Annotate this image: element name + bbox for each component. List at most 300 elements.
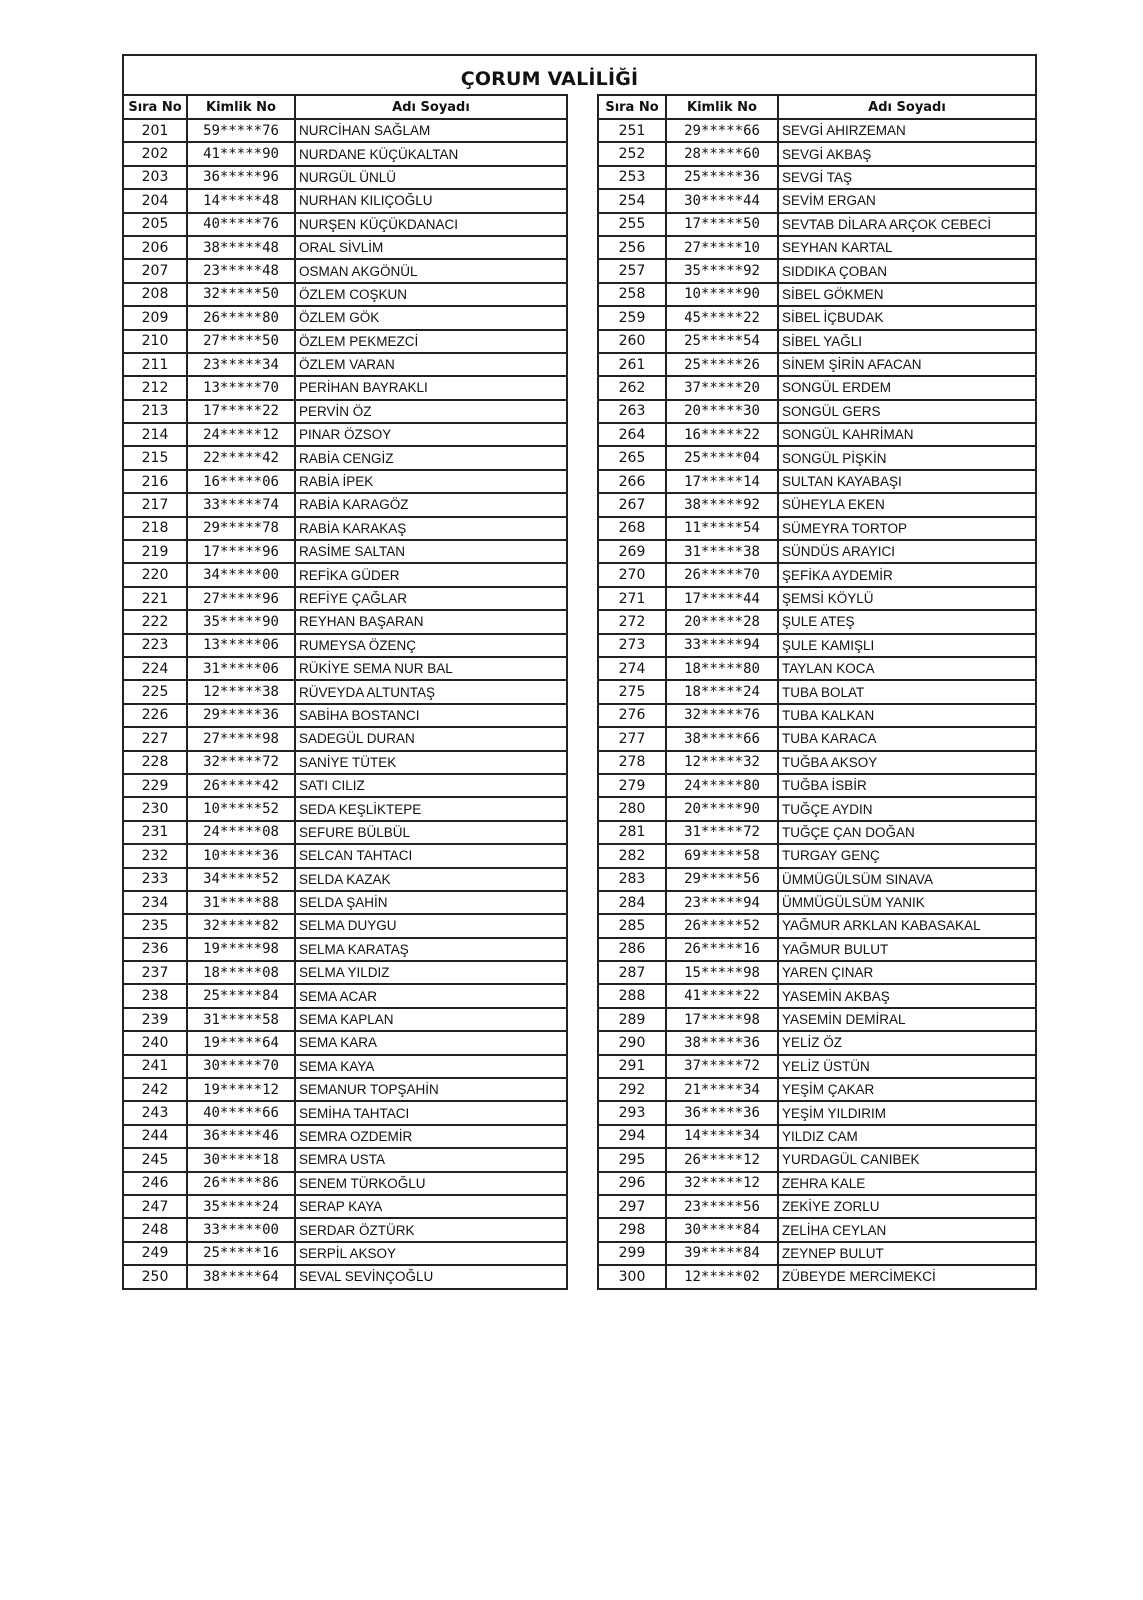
row-sira-no: 299 (598, 1242, 666, 1265)
row-sira-no: 297 (598, 1195, 666, 1218)
table-row (598, 353, 1036, 376)
table-row (598, 844, 1036, 867)
row-sira-no: 284 (598, 891, 666, 914)
row-kimlik-no: 17*****22 (187, 400, 295, 423)
row-adi-soyadi: ÜMMÜGÜLSÜM SINAVA (778, 868, 1036, 891)
row-sira-no: 276 (598, 704, 666, 727)
row-adi-soyadi: SEVGİ AHIRZEMAN (778, 119, 1036, 142)
row-adi-soyadi: NURCİHAN SAĞLAM (295, 119, 567, 142)
row-sira-no: 219 (123, 540, 187, 563)
row-sira-no: 261 (598, 353, 666, 376)
row-kimlik-no: 20*****90 (666, 797, 778, 820)
row-sira-no: 262 (598, 376, 666, 399)
row-kimlik-no: 32*****50 (187, 283, 295, 306)
row-sira-no: 260 (598, 330, 666, 353)
header-adi-soyadi: Adı Soyadı (778, 95, 1036, 119)
row-sira-no: 213 (123, 400, 187, 423)
row-kimlik-no: 10*****90 (666, 283, 778, 306)
row-sira-no: 264 (598, 423, 666, 446)
document-sheet (122, 54, 1037, 1290)
row-kimlik-no: 30*****18 (187, 1148, 295, 1171)
row-sira-no: 279 (598, 774, 666, 797)
table-row (598, 306, 1036, 329)
table-row (598, 751, 1036, 774)
row-adi-soyadi: SEVAL SEVİNÇOĞLU (295, 1265, 567, 1288)
row-kimlik-no: 28*****60 (666, 142, 778, 165)
row-adi-soyadi: SONGÜL GERS (778, 400, 1036, 423)
row-sira-no: 266 (598, 470, 666, 493)
row-sira-no: 207 (123, 259, 187, 282)
row-sira-no: 231 (123, 821, 187, 844)
row-kimlik-no: 38*****92 (666, 493, 778, 516)
row-adi-soyadi: SEVİM ERGAN (778, 189, 1036, 212)
row-kimlik-no: 26*****16 (666, 938, 778, 961)
row-adi-soyadi: YURDAGÜL CANIBEK (778, 1148, 1036, 1171)
row-adi-soyadi: SATI CILIZ (295, 774, 567, 797)
row-kimlik-no: 29*****66 (666, 119, 778, 142)
row-sira-no: 223 (123, 634, 187, 657)
row-adi-soyadi: SİBEL GÖKMEN (778, 283, 1036, 306)
row-sira-no: 282 (598, 844, 666, 867)
table-row (123, 376, 567, 399)
row-adi-soyadi: SEVGİ AKBAŞ (778, 142, 1036, 165)
row-kimlik-no: 11*****54 (666, 517, 778, 540)
table-row (598, 984, 1036, 1007)
row-adi-soyadi: RÜKİYE SEMA NUR BAL (295, 657, 567, 680)
row-adi-soyadi: RUMEYSA ÖZENÇ (295, 634, 567, 657)
row-adi-soyadi: SİNEM ŞİRİN AFACAN (778, 353, 1036, 376)
row-sira-no: 245 (123, 1148, 187, 1171)
table-row (598, 330, 1036, 353)
table-row (598, 634, 1036, 657)
row-adi-soyadi: ÖZLEM GÖK (295, 306, 567, 329)
row-kimlik-no: 35*****90 (187, 610, 295, 633)
row-sira-no: 236 (123, 938, 187, 961)
row-adi-soyadi: YILDIZ CAM (778, 1125, 1036, 1148)
row-sira-no: 254 (598, 189, 666, 212)
row-kimlik-no: 13*****06 (187, 634, 295, 657)
row-sira-no: 237 (123, 961, 187, 984)
row-sira-no: 234 (123, 891, 187, 914)
row-kimlik-no: 18*****24 (666, 680, 778, 703)
row-adi-soyadi: SANİYE TÜTEK (295, 751, 567, 774)
row-adi-soyadi: TUBA KALKAN (778, 704, 1036, 727)
row-sira-no: 238 (123, 984, 187, 1007)
table-row (598, 891, 1036, 914)
row-kimlik-no: 19*****64 (187, 1031, 295, 1054)
row-sira-no: 271 (598, 587, 666, 610)
row-adi-soyadi: SELMA DUYGU (295, 914, 567, 937)
row-adi-soyadi: SEMRA OZDEMİR (295, 1125, 567, 1148)
table-row (123, 423, 567, 446)
row-adi-soyadi: ŞEFİKA AYDEMİR (778, 563, 1036, 586)
header-sira-no: Sıra No (123, 95, 187, 119)
row-kimlik-no: 33*****94 (666, 634, 778, 657)
row-adi-soyadi: ZELİHA CEYLAN (778, 1218, 1036, 1241)
table-row (598, 657, 1036, 680)
table-row (598, 470, 1036, 493)
row-adi-soyadi: SİBEL YAĞLI (778, 330, 1036, 353)
row-sira-no: 230 (123, 797, 187, 820)
table-row (123, 1148, 567, 1171)
row-adi-soyadi: ZEKİYE ZORLU (778, 1195, 1036, 1218)
row-kimlik-no: 26*****86 (187, 1172, 295, 1195)
table-row (123, 1242, 567, 1265)
table-row (123, 213, 567, 236)
table-row (598, 189, 1036, 212)
row-kimlik-no: 36*****96 (187, 166, 295, 189)
row-kimlik-no: 15*****98 (666, 961, 778, 984)
row-sira-no: 257 (598, 259, 666, 282)
table-row (598, 1218, 1036, 1241)
table-row (598, 914, 1036, 937)
table-row (123, 891, 567, 914)
row-adi-soyadi: RÜVEYDA ALTUNTAŞ (295, 680, 567, 703)
row-sira-no: 252 (598, 142, 666, 165)
table-row (598, 1242, 1036, 1265)
row-sira-no: 206 (123, 236, 187, 259)
row-adi-soyadi: YAĞMUR ARKLAN KABASAKAL (778, 914, 1036, 937)
title-row (122, 54, 1037, 94)
row-adi-soyadi: ZEYNEP BULUT (778, 1242, 1036, 1265)
right-table (597, 94, 1037, 1290)
row-kimlik-no: 32*****12 (666, 1172, 778, 1195)
row-sira-no: 292 (598, 1078, 666, 1101)
row-sira-no: 205 (123, 213, 187, 236)
table-row (123, 1031, 567, 1054)
row-adi-soyadi: SELMA KARATAŞ (295, 938, 567, 961)
row-sira-no: 233 (123, 868, 187, 891)
row-kimlik-no: 10*****52 (187, 797, 295, 820)
row-adi-soyadi: SENEM TÜRKOĞLU (295, 1172, 567, 1195)
row-adi-soyadi: SEVGİ TAŞ (778, 166, 1036, 189)
table-row (123, 821, 567, 844)
row-kimlik-no: 14*****48 (187, 189, 295, 212)
row-kimlik-no: 31*****06 (187, 657, 295, 680)
row-kimlik-no: 40*****66 (187, 1101, 295, 1124)
row-adi-soyadi: ŞEMSİ KÖYLÜ (778, 587, 1036, 610)
table-row (123, 470, 567, 493)
row-kimlik-no: 26*****70 (666, 563, 778, 586)
row-adi-soyadi: YAREN ÇINAR (778, 961, 1036, 984)
row-kimlik-no: 34*****52 (187, 868, 295, 891)
table-row (598, 1101, 1036, 1124)
right-header-row (598, 95, 1036, 119)
row-kimlik-no: 23*****56 (666, 1195, 778, 1218)
row-sira-no: 201 (123, 119, 187, 142)
row-sira-no: 227 (123, 727, 187, 750)
row-kimlik-no: 23*****94 (666, 891, 778, 914)
row-kimlik-no: 26*****80 (187, 306, 295, 329)
table-row (123, 961, 567, 984)
row-adi-soyadi: SERPİL AKSOY (295, 1242, 567, 1265)
table-row (123, 1125, 567, 1148)
table-row (123, 1172, 567, 1195)
row-kimlik-no: 26*****12 (666, 1148, 778, 1171)
row-kimlik-no: 19*****98 (187, 938, 295, 961)
row-kimlik-no: 19*****12 (187, 1078, 295, 1101)
table-row (123, 142, 567, 165)
row-adi-soyadi: RABİA İPEK (295, 470, 567, 493)
row-adi-soyadi: YAĞMUR BULUT (778, 938, 1036, 961)
row-sira-no: 250 (123, 1265, 187, 1288)
row-adi-soyadi: OSMAN AKGÖNÜL (295, 259, 567, 282)
table-row (598, 704, 1036, 727)
row-kimlik-no: 23*****34 (187, 353, 295, 376)
table-row (598, 1265, 1036, 1288)
row-kimlik-no: 31*****58 (187, 1008, 295, 1031)
row-adi-soyadi: TUBA BOLAT (778, 680, 1036, 703)
row-adi-soyadi: TUĞBA AKSOY (778, 751, 1036, 774)
row-adi-soyadi: SELDA ŞAHİN (295, 891, 567, 914)
row-sira-no: 222 (123, 610, 187, 633)
table-row (123, 797, 567, 820)
row-adi-soyadi: SELDA KAZAK (295, 868, 567, 891)
row-kimlik-no: 38*****36 (666, 1031, 778, 1054)
page-title: ÇORUM VALİLİĞİ (460, 68, 639, 90)
table-row (598, 400, 1036, 423)
table-row (123, 727, 567, 750)
row-kimlik-no: 25*****26 (666, 353, 778, 376)
table-row (598, 259, 1036, 282)
table-row (598, 213, 1036, 236)
row-kimlik-no: 30*****44 (666, 189, 778, 212)
table-row (123, 1055, 567, 1078)
row-sira-no: 228 (123, 751, 187, 774)
row-adi-soyadi: NURŞEN KÜÇÜKDANACI (295, 213, 567, 236)
table-row (123, 283, 567, 306)
table-row (598, 1031, 1036, 1054)
row-adi-soyadi: SABİHA BOSTANCI (295, 704, 567, 727)
table-row (123, 680, 567, 703)
row-kimlik-no: 37*****20 (666, 376, 778, 399)
row-kimlik-no: 24*****12 (187, 423, 295, 446)
row-adi-soyadi: SÜNDÜS ARAYICI (778, 540, 1036, 563)
table-row (123, 704, 567, 727)
row-adi-soyadi: REFİKA GÜDER (295, 563, 567, 586)
row-kimlik-no: 27*****98 (187, 727, 295, 750)
row-sira-no: 287 (598, 961, 666, 984)
table-row (123, 540, 567, 563)
row-sira-no: 212 (123, 376, 187, 399)
table-row (123, 1195, 567, 1218)
table-row (123, 259, 567, 282)
row-adi-soyadi: SEDA KEŞLİKTEPE (295, 797, 567, 820)
table-row (123, 774, 567, 797)
row-adi-soyadi: ÖZLEM COŞKUN (295, 283, 567, 306)
row-sira-no: 270 (598, 563, 666, 586)
row-adi-soyadi: ÖZLEM PEKMEZCİ (295, 330, 567, 353)
row-sira-no: 247 (123, 1195, 187, 1218)
table-row (123, 493, 567, 516)
row-kimlik-no: 17*****44 (666, 587, 778, 610)
row-adi-soyadi: SERAP KAYA (295, 1195, 567, 1218)
table-row (123, 119, 567, 142)
row-adi-soyadi: ZEHRA KALE (778, 1172, 1036, 1195)
row-sira-no: 269 (598, 540, 666, 563)
row-sira-no: 209 (123, 306, 187, 329)
row-adi-soyadi: PERVİN ÖZ (295, 400, 567, 423)
table-row (598, 680, 1036, 703)
row-sira-no: 283 (598, 868, 666, 891)
row-adi-soyadi: ZÜBEYDE MERCİMEKCİ (778, 1265, 1036, 1288)
row-kimlik-no: 17*****96 (187, 540, 295, 563)
table-row (123, 844, 567, 867)
table-row (598, 493, 1036, 516)
row-adi-soyadi: SONGÜL PİŞKİN (778, 446, 1036, 469)
row-kimlik-no: 27*****50 (187, 330, 295, 353)
row-sira-no: 224 (123, 657, 187, 680)
table-row (598, 610, 1036, 633)
row-adi-soyadi: SEVTAB DİLARA ARÇOK CEBECİ (778, 213, 1036, 236)
row-sira-no: 255 (598, 213, 666, 236)
row-kimlik-no: 12*****02 (666, 1265, 778, 1288)
table-row (598, 446, 1036, 469)
row-kimlik-no: 14*****34 (666, 1125, 778, 1148)
row-adi-soyadi: PERİHAN BAYRAKLI (295, 376, 567, 399)
row-sira-no: 295 (598, 1148, 666, 1171)
row-sira-no: 242 (123, 1078, 187, 1101)
row-kimlik-no: 32*****72 (187, 751, 295, 774)
row-adi-soyadi: TUBA KARACA (778, 727, 1036, 750)
row-sira-no: 253 (598, 166, 666, 189)
row-kimlik-no: 36*****36 (666, 1101, 778, 1124)
table-row (123, 868, 567, 891)
table-row (598, 868, 1036, 891)
row-adi-soyadi: ÖZLEM VARAN (295, 353, 567, 376)
row-kimlik-no: 32*****76 (666, 704, 778, 727)
table-row (598, 517, 1036, 540)
row-adi-soyadi: SEMA KAPLAN (295, 1008, 567, 1031)
row-kimlik-no: 31*****88 (187, 891, 295, 914)
row-kimlik-no: 38*****48 (187, 236, 295, 259)
table-row (123, 1078, 567, 1101)
row-sira-no: 203 (123, 166, 187, 189)
row-kimlik-no: 17*****98 (666, 1008, 778, 1031)
row-kimlik-no: 29*****36 (187, 704, 295, 727)
row-kimlik-no: 27*****96 (187, 587, 295, 610)
row-sira-no: 267 (598, 493, 666, 516)
row-kimlik-no: 26*****52 (666, 914, 778, 937)
row-kimlik-no: 33*****74 (187, 493, 295, 516)
row-adi-soyadi: YEŞİM YILDIRIM (778, 1101, 1036, 1124)
row-kimlik-no: 25*****84 (187, 984, 295, 1007)
row-adi-soyadi: RABİA KARAGÖZ (295, 493, 567, 516)
row-sira-no: 246 (123, 1172, 187, 1195)
row-adi-soyadi: NURGÜL ÜNLÜ (295, 166, 567, 189)
row-kimlik-no: 45*****22 (666, 306, 778, 329)
row-sira-no: 220 (123, 563, 187, 586)
table-row (123, 657, 567, 680)
row-kimlik-no: 38*****66 (666, 727, 778, 750)
row-sira-no: 288 (598, 984, 666, 1007)
row-kimlik-no: 13*****70 (187, 376, 295, 399)
table-row (123, 587, 567, 610)
row-sira-no: 214 (123, 423, 187, 446)
left-header-row (123, 95, 567, 119)
row-kimlik-no: 24*****08 (187, 821, 295, 844)
row-adi-soyadi: SELCAN TAHTACI (295, 844, 567, 867)
row-kimlik-no: 25*****54 (666, 330, 778, 353)
row-sira-no: 291 (598, 1055, 666, 1078)
table-row (598, 1172, 1036, 1195)
row-adi-soyadi: SÜHEYLA EKEN (778, 493, 1036, 516)
row-sira-no: 272 (598, 610, 666, 633)
row-kimlik-no: 34*****00 (187, 563, 295, 586)
row-adi-soyadi: REFİYE ÇAĞLAR (295, 587, 567, 610)
row-kimlik-no: 16*****06 (187, 470, 295, 493)
table-row (123, 1218, 567, 1241)
row-kimlik-no: 12*****38 (187, 680, 295, 703)
table-row (598, 1195, 1036, 1218)
row-adi-soyadi: RABİA KARAKAŞ (295, 517, 567, 540)
row-kimlik-no: 25*****16 (187, 1242, 295, 1265)
row-sira-no: 258 (598, 283, 666, 306)
row-kimlik-no: 33*****00 (187, 1218, 295, 1241)
row-sira-no: 208 (123, 283, 187, 306)
table-row (598, 236, 1036, 259)
row-sira-no: 298 (598, 1218, 666, 1241)
row-sira-no: 211 (123, 353, 187, 376)
row-sira-no: 210 (123, 330, 187, 353)
row-kimlik-no: 27*****10 (666, 236, 778, 259)
table-row (598, 423, 1036, 446)
row-sira-no: 278 (598, 751, 666, 774)
table-row (598, 166, 1036, 189)
row-adi-soyadi: REYHAN BAŞARAN (295, 610, 567, 633)
table-row (123, 330, 567, 353)
table-row (123, 166, 567, 189)
row-sira-no: 244 (123, 1125, 187, 1148)
table-row (598, 1008, 1036, 1031)
table-row (123, 1101, 567, 1124)
row-kimlik-no: 41*****22 (666, 984, 778, 1007)
left-table-body (123, 119, 567, 1289)
table-row (123, 1008, 567, 1031)
table-row (123, 751, 567, 774)
row-sira-no: 251 (598, 119, 666, 142)
row-sira-no: 229 (123, 774, 187, 797)
table-row (598, 1148, 1036, 1171)
table-row (123, 446, 567, 469)
row-sira-no: 221 (123, 587, 187, 610)
table-row (598, 727, 1036, 750)
row-adi-soyadi: TUĞÇE ÇAN DOĞAN (778, 821, 1036, 844)
row-sira-no: 275 (598, 680, 666, 703)
row-adi-soyadi: ORAL SİVLİM (295, 236, 567, 259)
table-row (123, 563, 567, 586)
row-kimlik-no: 12*****32 (666, 751, 778, 774)
row-adi-soyadi: ŞULE KAMIŞLI (778, 634, 1036, 657)
row-kimlik-no: 41*****90 (187, 142, 295, 165)
row-kimlik-no: 18*****08 (187, 961, 295, 984)
table-row (598, 1125, 1036, 1148)
row-kimlik-no: 29*****78 (187, 517, 295, 540)
row-sira-no: 293 (598, 1101, 666, 1124)
table-row (123, 517, 567, 540)
row-adi-soyadi: SADEGÜL DURAN (295, 727, 567, 750)
row-sira-no: 294 (598, 1125, 666, 1148)
row-adi-soyadi: SONGÜL KAHRİMAN (778, 423, 1036, 446)
row-kimlik-no: 23*****48 (187, 259, 295, 282)
table-row (598, 797, 1036, 820)
row-adi-soyadi: YEŞİM ÇAKAR (778, 1078, 1036, 1101)
row-sira-no: 239 (123, 1008, 187, 1031)
row-adi-soyadi: YELİZ ÜSTÜN (778, 1055, 1036, 1078)
row-sira-no: 216 (123, 470, 187, 493)
row-kimlik-no: 22*****42 (187, 446, 295, 469)
row-adi-soyadi: SEMİHA TAHTACI (295, 1101, 567, 1124)
